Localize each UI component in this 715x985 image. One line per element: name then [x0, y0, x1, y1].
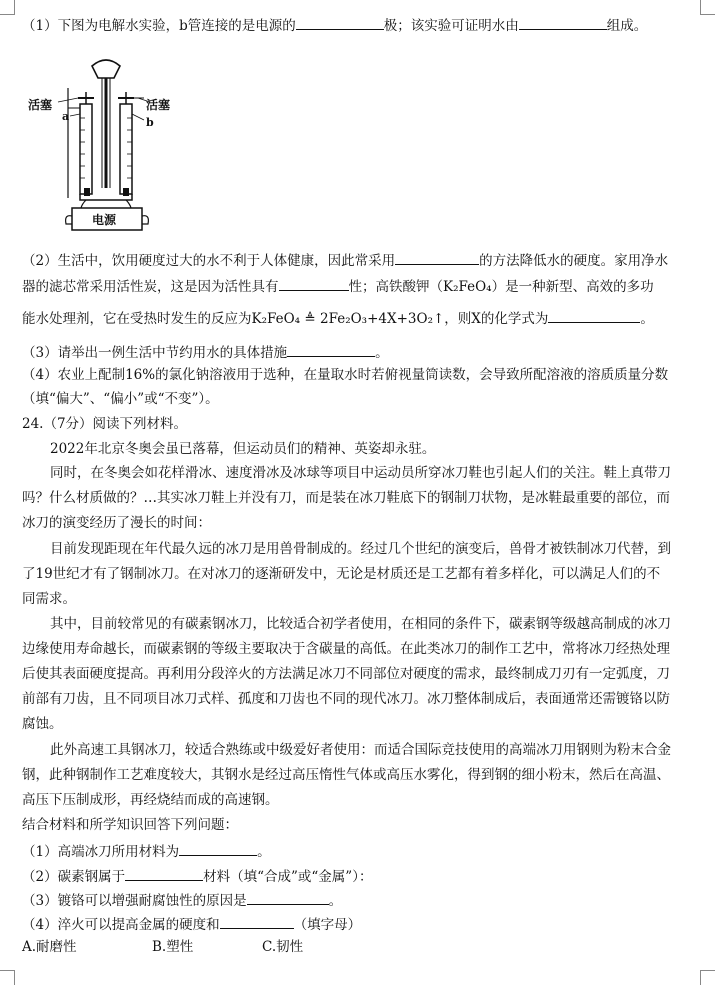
crop-mark-bottom-left — [0, 970, 15, 985]
q2-text-3c: 。 — [640, 311, 654, 327]
crop-mark-bottom-right — [700, 970, 715, 985]
q1-text-c: 组成。 — [606, 18, 648, 34]
q24-paragraph-4-line-2: 边缘使用寿命越长，而碳素钢的等级主要取决于含碳量的高低。在此类冰刀的制作工艺中，常将冰刀经热处理 — [22, 641, 670, 657]
electrolysis-apparatus-svg — [28, 48, 178, 233]
q24-options — [22, 938, 697, 956]
q24-paragraph-4-line-3: 后使其表面硬度提高。再利用分段淬火的方法满足冰刀不同部位对硬度的需求，最终制成刀刃有一定弧度，刀 — [22, 666, 670, 682]
q24-paragraph-3-line-1: 目前发现距现在年代最久远的冰刀是用兽骨制成的。经过几个世纪的演变后，兽骨才被铁制冰刀代替，到 — [50, 541, 671, 557]
q2-line-1 — [22, 250, 697, 270]
option-b: B.塑性 — [152, 939, 194, 955]
q24-paragraph-2-line-2: 吗？什么材质做的？…其实冰刀鞋上并没有刀，而是装在冰刀鞋底下的钢制刀状物，是冰鞋最重要的部位，而 — [22, 490, 670, 506]
q2-text-3a: 能水处理剂，它在受热时发生的反应为 — [22, 311, 252, 327]
q24-sub-4-text-a: （4）淬火可以提高金属的硬度和 — [22, 917, 220, 933]
q24-paragraph-5-line-2: 钢，此种钢制作工艺难度较大，其钢水是经过高压惰性气体或高压水雾化，得到钢的细小粉末，然后在高温、 — [22, 767, 670, 783]
q24-prompt: 结合材料和所学知识回答下列问题： — [22, 817, 238, 833]
q24-sub-1 — [22, 841, 697, 861]
q24-paragraph-4-line-4: 前部有刀齿，且不同项目冰刀式样、孤度和刀齿也不同的现代冰刀。冰刀整体制成后，表面通常还需镀铬以防 — [22, 691, 670, 707]
q24-paragraph-4-line-1: 其中，目前较常见的有碳素钢冰刀，比较适合初学者使用，在相同的条件下，碳素钢等级越高制成的冰刀 — [50, 616, 671, 632]
q3-text-b: 。 — [375, 345, 389, 361]
q24-sub-2-text-b: 材料（填“合成”或“金属”）： — [203, 869, 373, 885]
q2-text-1a: （2）生活中，饮用硬度过大的水不利于人体健康，因此常采用 — [22, 253, 396, 269]
q24-paragraph-2-line-3: 冰刀的演变经历了漫长的时间： — [22, 515, 211, 531]
q24-sub-4-text-b: （填字母） — [293, 917, 362, 933]
q2-text-2b: 性；高铁酸钾（K₂FeO₄）是一种新型、高效的多功 — [348, 279, 654, 295]
q1-line — [22, 15, 697, 35]
q1-blank-1 — [296, 15, 384, 30]
q2-blank-1 — [395, 250, 479, 265]
q2-text-3b: ，则X的化学式为 — [444, 311, 549, 327]
q24-sub-4 — [22, 914, 697, 934]
q1-text-b: 极；该实验可证明水由 — [383, 18, 519, 34]
option-a: A.耐磨性 — [22, 939, 77, 955]
q24-sub-1-text-b: 。 — [257, 844, 271, 860]
q2-blank-2 — [279, 276, 349, 291]
crop-mark-top-left — [0, 0, 15, 15]
q24-paragraph-5-line-3: 高压下压制成形，再经烧结而成的高速钢。 — [22, 792, 279, 808]
q2-text-2a: 器的滤芯常采用活性炭，这是因为活性具有 — [22, 279, 279, 295]
right-valve-label: 活塞 — [146, 98, 171, 112]
power-supply-label: 电源 — [92, 213, 117, 227]
q4-line-2: （填“偏大”、“偏小”或“不变”）。 — [22, 391, 219, 407]
q24-sub-1-text-a: （1）高端冰刀所用材料为 — [22, 844, 180, 860]
q24-paragraph-2-line-1: 同时，在冬奥会如花样滑冰、速度滑冰及冰球等项目中运动员所穿冰刀鞋也引起人们的关注。鞋上真带刀 — [50, 465, 671, 481]
q2-blank-3 — [548, 308, 640, 323]
q2-text-1b: 的方法降低水的硬度。家用净水 — [479, 253, 669, 269]
q1-text-a: （1）下图为电解水实验，b管连接的是电源的 — [22, 18, 296, 34]
crop-mark-top-right — [700, 0, 715, 15]
decomposition-equation: K₂FeO₄ ≜ 2Fe₂O₃+4X+3O₂↑ — [251, 311, 445, 327]
electrolysis-diagram — [28, 48, 178, 233]
q24-title: 24.（7分）阅读下列材料。 — [22, 416, 188, 432]
q24-paragraph-4-line-5: 腐蚀。 — [22, 716, 63, 732]
q24-sub-3 — [22, 890, 697, 910]
q24-sub-3-text-a: （3）镀铬可以增强耐腐蚀性的原因是 — [22, 893, 247, 909]
q24-sub-4-blank — [220, 914, 294, 929]
q24-paragraph-3-line-2: 了19世纪才有了钢制冰刀。在对冰刀的逐渐研发中，无论是材质还是工艺都有着多样化，可以满足人们的不 — [22, 566, 661, 582]
tube-b-label: b — [146, 116, 154, 129]
q1-blank-2 — [519, 15, 607, 30]
q4-line-1: （4）农业上配制16%的氯化钠溶液用于选种，在量取水时若俯视量筒读数，会导致所配溶液的溶质质量分数 — [22, 367, 669, 383]
q24-paragraph-1: 2022年北京冬奥会虽已落幕，但运动员们的精神、英姿却永驻。 — [50, 441, 436, 457]
q24-sub-3-blank — [247, 890, 329, 905]
tube-a-label: a — [62, 110, 70, 123]
q24-paragraph-3-line-3: 同需求。 — [22, 591, 76, 607]
q24-paragraph-5-line-1: 此外高速工具钢冰刀，较适合熟练或中级爱好者使用：而适合国际竞技使用的高端冰刀用钢则为粉末合金 — [50, 742, 671, 758]
q24-sub-3-text-b: 。 — [328, 893, 343, 909]
q24-sub-2-text-a: （2）碳素钢属于 — [22, 869, 126, 885]
q3-blank — [287, 342, 375, 357]
q3-text-a: （3）请举出一例生活中节约用水的具体措施 — [22, 345, 288, 361]
q24-sub-2 — [22, 866, 697, 886]
q24-sub-1-blank — [179, 841, 257, 856]
left-valve-label: 活塞 — [28, 98, 53, 112]
q2-line-3 — [22, 308, 697, 328]
option-c: C.韧性 — [262, 939, 304, 955]
q3-line — [22, 342, 697, 362]
q2-line-2 — [22, 276, 697, 296]
q24-sub-2-blank — [125, 866, 203, 881]
